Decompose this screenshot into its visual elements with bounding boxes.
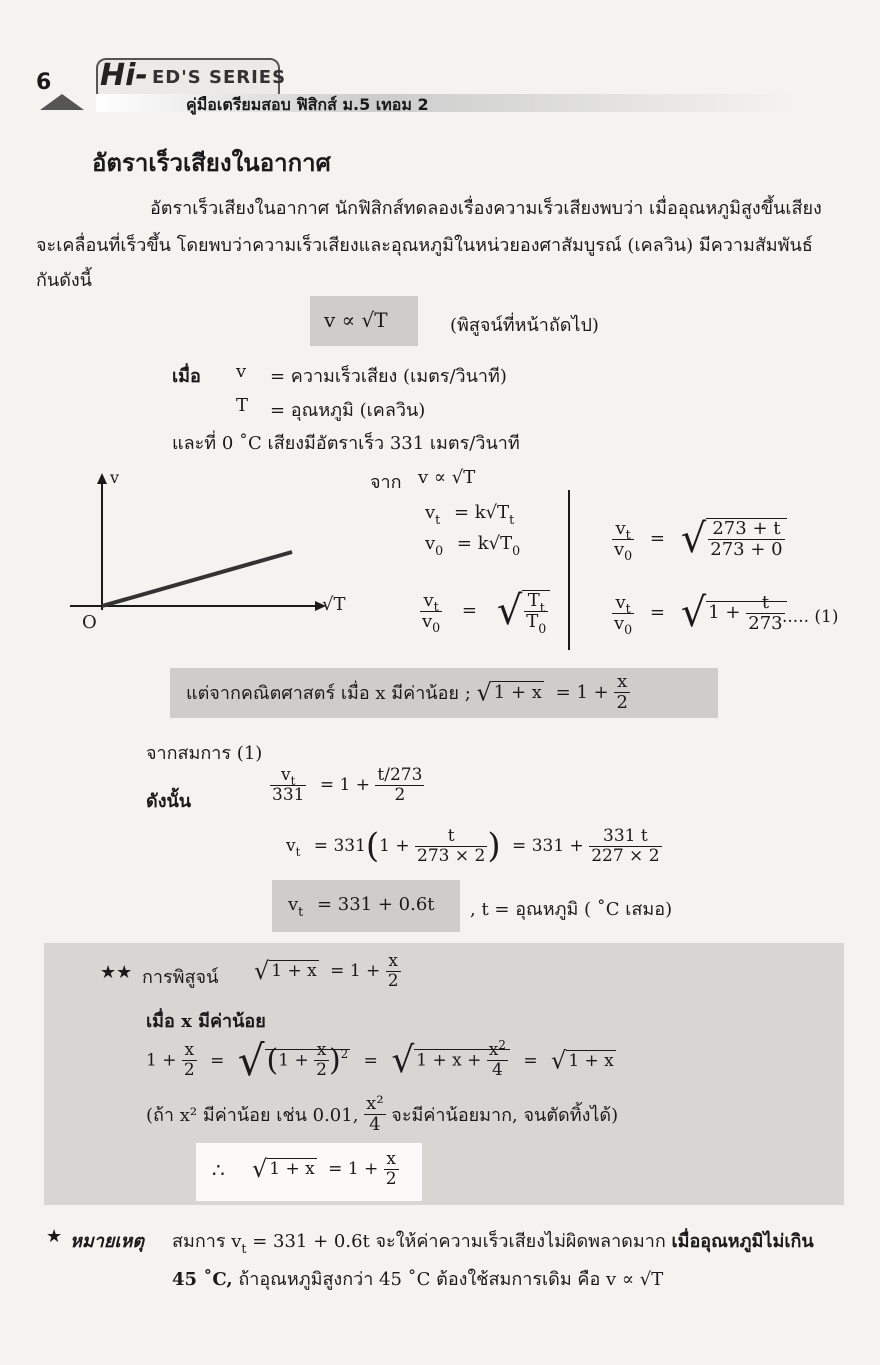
conclusion-equation: √ 1 + x = 1 + $\frac{x}{2}$ [252, 1149, 397, 1189]
where-label: เมื่อ [172, 366, 201, 387]
zero-celsius-speed: และที่ 0 ˚C เสียงมีอัตราเร็ว 331 เมตร/วินาที [172, 433, 520, 454]
page-number: 6 [36, 70, 52, 95]
from-equation-label: จากสมการ (1) [146, 743, 263, 764]
proof-claim: √ 1 + x = 1 + $\frac{x}{2}$ [254, 951, 399, 991]
t-symbol: T [236, 395, 249, 416]
approx-line: แต่จากคณิตศาสตร์ เมื่อ x มีค่าน้อย ; √ 1 + x = 1 + $\frac{x}{2}$ [186, 671, 628, 713]
t-definition: = อุณหภูมิ (เคลวิน) [270, 400, 426, 421]
proof-step: 1 + $\frac{x}{2}$ = √(1 + $\frac{x}{2}$ )$^2$ = √ 1 + x + $\frac{x^2}{4}$ = √ 1 + x [146, 1036, 614, 1085]
final-equation: $v_t = 331 + 0.6t$ [288, 894, 435, 919]
proof-stars: ★★ [100, 962, 133, 983]
final-equation-note: , t = อุณหภูมิ ( ˚C เสมอ) [470, 899, 673, 920]
book-title: คู่มือเตรียมสอบ ฟิสิกส์ ม.5 เทอม 2 [186, 95, 429, 114]
intro-line-1: อัตราเร็วเสียงในอากาศ นักฟิสิกส์ทดลองเรื่องความเร็วเสียงพบว่า เมื่ออุณหภูมิสูงขึ้นเสียง [150, 198, 822, 219]
derivation-from-formula: v ∝ √T [418, 467, 476, 488]
conclusion-symbol: ∴ [212, 1158, 225, 1182]
eq-ratio-final: $\frac{v_t}{v_0}$ = √ 1 + $\frac{t}{273}$ [612, 590, 787, 636]
eq-ratio-temp: $\frac{v_t}{v_0}$ = √ $\frac{273 + t}{273 + 0}$ [612, 516, 787, 562]
triangle-logo-icon [40, 94, 84, 110]
v-definition: = ความเร็วเสียง (เมตร/วินาที) [270, 366, 507, 387]
v-symbol: v [236, 361, 247, 382]
relation-formula: v ∝ √T [324, 308, 388, 332]
eq-result-2: $v_t = 331(1$ + $\frac{t}{273 \times 2}$ ) = 331 + $\frac{331 t}{227 \times 2}$ [286, 825, 660, 866]
eq-label-1: ..... (1) [782, 607, 839, 627]
series-prefix: Hi- [100, 58, 148, 93]
proof-label: การพิสูจน์ [142, 967, 219, 988]
proof-remark: (ถ้า x² มีค่าน้อย เช่น 0.01, $\frac{\text{x²}}{4}$ จะมีค่าน้อยมาก, จนตัดทิ้งได้) [146, 1093, 619, 1135]
derivation-from-label: จาก [370, 472, 402, 493]
eq-result-1: $\frac{v_t}{331}$ = 1 + $\frac{t/273}{2}$ [272, 765, 423, 805]
v-vs-root-t-graph [60, 470, 360, 640]
intro-line-2: จะเคลื่อนที่เร็วขึ้น โดยพบว่าความเร็วเสียงและอุณหภูมิในหน่วยองศาสัมบูรณ์ (เคลวิน) มีความสัมพันธ์ [36, 235, 813, 256]
eq-vt: $v_t = k√T_t$ [425, 502, 515, 527]
proof-condition: เมื่อ x มีค่าน้อย [146, 1011, 266, 1032]
therefore-label: ดังนั้น [146, 791, 192, 812]
eq-v0: $v_0 = k√T_0$ [425, 533, 521, 558]
series-name: ED'S SERIES [152, 67, 287, 88]
graph-origin: O [82, 612, 97, 633]
note-label: หมายเหตุ [70, 1231, 145, 1252]
relation-note: (พิสูจน์ที่หน้าถัดไป) [450, 315, 599, 336]
eq-ratio-root: $\frac{v_t}{v_0}$ = √ $\frac{T_t}{T_0}$ [420, 588, 550, 634]
intro-line-3: กันดังนี้ [36, 270, 92, 291]
note-star: ★ [46, 1226, 63, 1247]
graph-x-label: √T [322, 594, 346, 615]
note-line-1: สมการ $v_t = 331 + 0.6t$ จะให้ค่าความเร็วเสียงไม่ผิดพลาดมาก เมื่ออุณหภูมิไม่เกิน [172, 1231, 814, 1256]
note-line-2: 45 ˚C, ถ้าอุณหภูมิสูงกว่า 45 ˚C ต้องใช้สมการเดิม คือ v ∝ √T [172, 1269, 664, 1290]
graph-y-label: v [110, 468, 120, 487]
divider-vertical [568, 490, 570, 650]
section-title: อัตราเร็วเสียงในอากาศ [92, 149, 331, 177]
